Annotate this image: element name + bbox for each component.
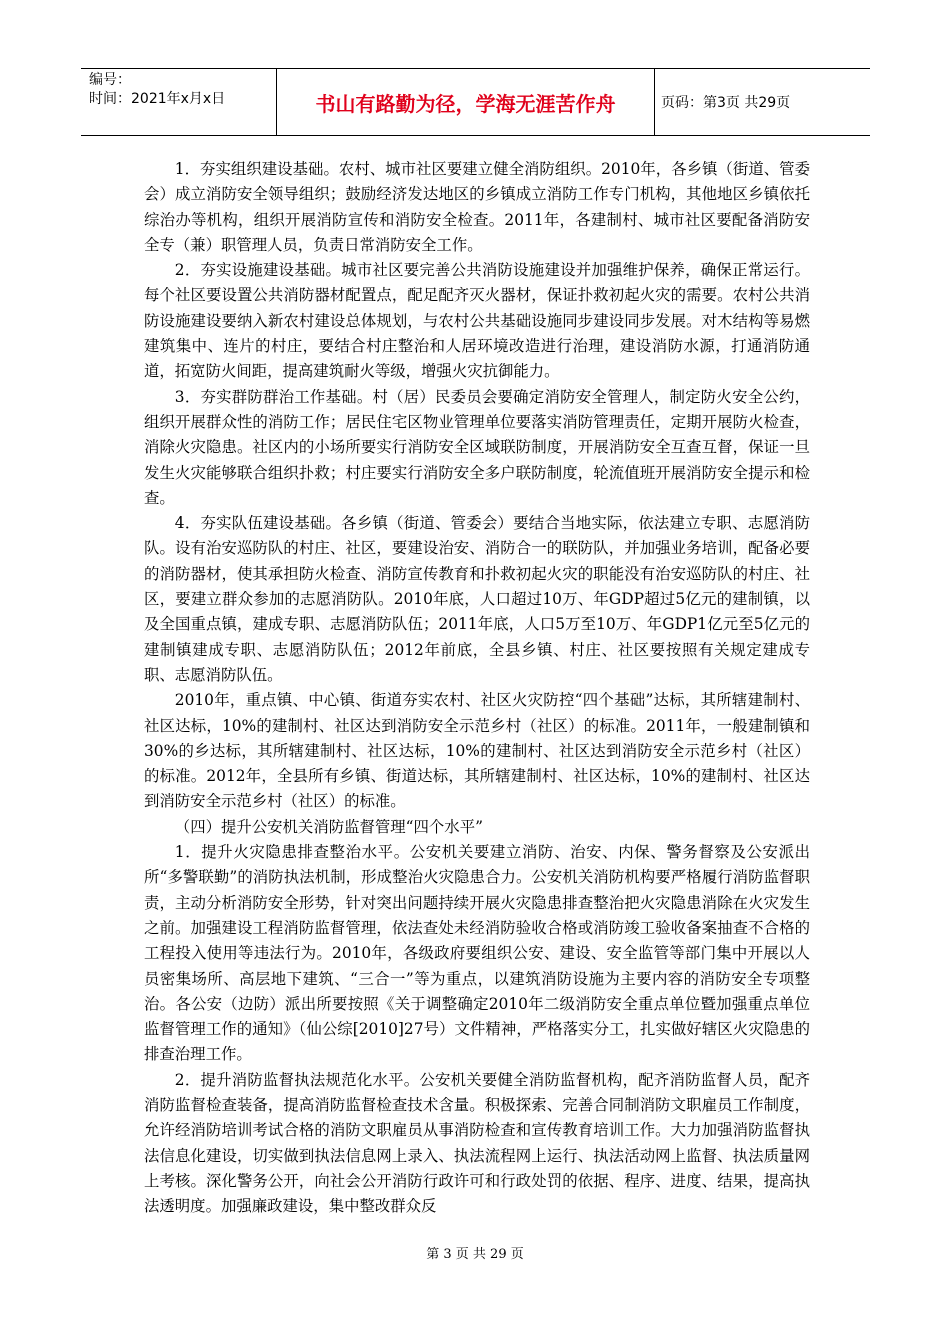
paragraph: 1．提升火灾隐患排查整治水平。公安机关要建立消防、治安、内保、警务督察及公安派出所“多警联勤”的消防执法机制，形成整治火灾隐患合力。公安机关消防机构要严格履行消防监督职责，主动分析消防安全形势，针对突出问题持续开展火灾隐患排查整治把火灾隐患消除在火灾发生之前。加强建设工程消防监督管理，依法查处未经消防验收合格或消防竣工验收备案抽查不合格的工程投入使用等违法行为。2010年，各级政府要组织公安、建设、安全监管等部门集中开展以人员密集场所、高层地下建筑、“三合一”等为重点，以建筑消防设施为主要内容的消防安全专项整治。各公安（边防）派出所要按照《关于调整确定2010年二级消防安全重点单位暨加强重点单位监督管理工作的通知》（仙公综[2010]27号）文件精神，严格落实分工，扎实做好辖区火灾隐患的排查治理工作。 xyxy=(144,843,810,1064)
section-heading: （四）提升公安机关消防监督管理“四个水平” xyxy=(174,817,483,836)
paragraph: 1．夯实组织建设基础。农村、城市社区要建立健全消防组织。2010年，各乡镇（街道、管委会）成立消防安全领导组织；鼓励经济发达地区的乡镇成立消防工作专门机构，其他地区乡镇依托综治办等机构，组织开展消防宣传和消防安全检查。2011年，各建制村、城市社区要配备消防安全专（兼）职管理人员，负责日常消防安全工作。 xyxy=(144,160,810,254)
paragraph: 4．夯实队伍建设基础。各乡镇（街道、管委会）要结合当地实际，依法建立专职、志愿消防队。设有治安巡防队的村庄、社区，要建设治安、消防合一的联防队，并加强业务培训，配备必要的消防器材，使其承担防火检查、消防宣传教育和扑救初起火灾的职能没有治安巡防队的村庄、社区，要建立群众参加的志愿消防队。2010年底，人口超过10万、年GDP超过5亿元的建制镇，以及全国重点镇，建成专职、志愿消防队伍；2011年底，人口5万至10万、年GDP1亿元至5亿元的建制镇建成专职、志愿消防队伍；2012年前底，全县乡镇、村庄、社区要按照有关规定建成专职、志愿消防队伍。 xyxy=(144,514,810,684)
header-motto: 书山有路勤为径，学海无涯苦作舟 xyxy=(277,69,655,135)
document-number-label: 编号： xyxy=(89,72,131,88)
paragraph: 2．提升消防监督执法规范化水平。公安机关要健全消防监督机构，配齐消防监督人员，配齐消防监督检查装备，提高消防监督检查技术含量。积极探索、完善合同制消防文职雇员工作制度，允许经消防培训考试合格的消防文职雇员从事消防检查和宣传教育培训工作。大力加强消防监督执法信息化建设，切实做到执法信息网上录入、执法流程网上运行、执法活动网上监督、执法质量网上考核。深化警务公开，向社会公开消防行政许可和行政处罚的依据、程序、进度、结果，提高执法透明度。加强廉政建设，集中整改群众反 xyxy=(144,1070,810,1216)
page-header xyxy=(81,68,870,136)
header-meta xyxy=(81,69,277,135)
document-body xyxy=(144,157,810,1219)
paragraph: 2010年，重点镇、中心镇、街道夯实农村、社区火灾防控“四个基础”达标，其所辖建制村、社区达标，10%的建制村、社区达到消防安全示范乡村（社区）的标准。2011年，一般建制镇和30%的乡达标，其所辖建制村、社区达标，10%的建制村、社区达到消防安全示范乡村（社区）的标准。2012年，全县所有乡镇、街道达标，其所辖建制村、社区达标，10%的建制村、社区达到消防安全示范乡村（社区）的标准。 xyxy=(144,691,810,811)
header-page-info: 页码：第3页 共29页 xyxy=(661,95,791,111)
document-time-label: 时间：2021年x月x日 xyxy=(89,91,226,107)
paragraph: 2．夯实设施建设基础。城市社区要完善公共消防设施建设并加强维护保养，确保正常运行。每个社区要设置公共消防器材配置点，配足配齐灭火器材，保证扑救初起火灾的需要。农村公共消防设施建设要纳入新农村建设总体规划，与农村公共基础设施同步建设同步发展。对木结构等易燃建筑集中、连片的村庄，要结合村庄整治和人居环境改造进行治理，建设消防水源，打通消防通道，拓宽防火间距，提高建筑耐火等级，增强火灾抗御能力。 xyxy=(144,261,810,381)
paragraph: 3．夯实群防群治工作基础。村（居）民委员会要确定消防安全管理人，制定防火安全公约，组织开展群众性的消防工作；居民住宅区物业管理单位要落实消防管理责任，定期开展防火检查，消除火灾隐患。社区内的小场所要实行消防安全区域联防制度，开展消防安全互查互督，保证一旦发生火灾能够联合组织扑救；村庄要实行消防安全多户联防制度，轮流值班开展消防安全提示和检查。 xyxy=(144,387,810,507)
page-footer: 第 3 页 共 29 页 xyxy=(426,1247,524,1262)
